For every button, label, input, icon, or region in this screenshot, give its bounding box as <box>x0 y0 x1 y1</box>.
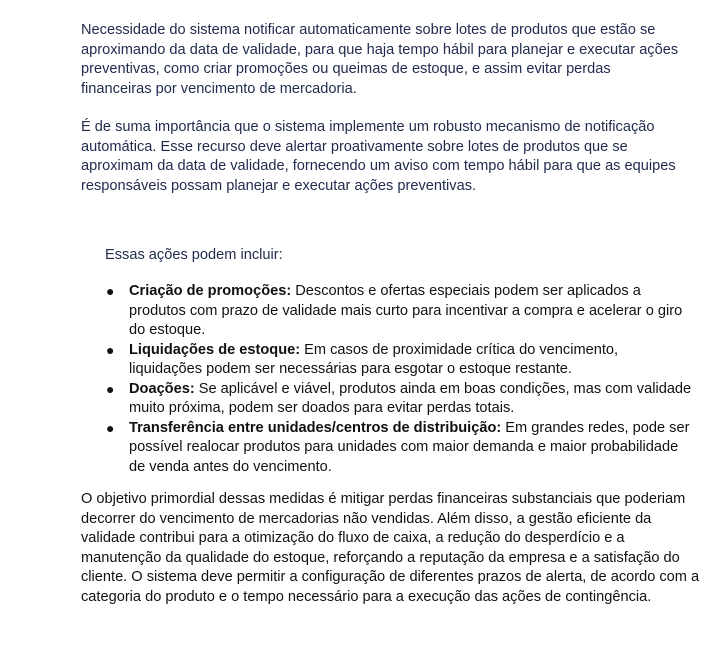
bullet-icon: ● <box>106 380 115 397</box>
list-item-title: Criação de promoções: <box>129 283 292 299</box>
list-item-liquidations <box>105 341 695 380</box>
bullet-icon: ● <box>106 283 115 299</box>
list-item-text: Se aplicável e viável, produtos ainda em boas condições, mas com validade muito próxima, podem ser doados para evitar perdas totais. <box>129 380 692 416</box>
list-item-transfers <box>105 419 695 478</box>
list-item-text: Em grandes redes, pode ser possível realocar produtos para unidades com maior demanda e maior probabilidade de venda antes do vencimento. <box>129 419 690 475</box>
list-item-title: Doações: <box>129 380 195 397</box>
list-item-promotions <box>105 282 695 341</box>
actions-list <box>105 282 695 477</box>
list-item-text: Em casos de proximidade crítica do vencimento, liquidações podem ser necessárias para esgotar o estoque restante. <box>129 341 619 377</box>
paragraph-importance: É de suma importância que o sistema implemente um robusto mecanismo de notificação automática. Esse recurso deve alertar proativamente sobre lotes de produtos que se aproximam da data de validade, fornecendo um aviso com tempo hábil para que as equipes responsáveis possam planejar e executar ações preventivas. <box>81 119 676 194</box>
bullet-icon: ● <box>106 419 115 436</box>
list-intro: Essas ações podem incluir: <box>105 247 283 263</box>
list-item-donations <box>105 380 695 419</box>
list-item-title: Liquidações de estoque: <box>129 341 301 358</box>
bullet-icon: ● <box>106 341 115 358</box>
list-item-title: Transferência entre unidades/centros de distribuição: <box>129 419 502 436</box>
paragraph-requirement: Necessidade do sistema notificar automaticamente sobre lotes de produtos que estão se aproximando da data de validade, para que haja tempo hábil para planejar e executar ações preventivas, como criar promoções ou queimas de estoque, e assim evitar perdas financeiras por vencimento de mercadoria. <box>81 22 679 97</box>
list-item-text: Descontos e ofertas especiais podem ser aplicados a produtos com prazo de validade mais curto para incentivar a compra e acelerar o giro do estoque. <box>129 283 683 338</box>
paragraph-objective: O objetivo primordial dessas medidas é mitigar perdas financeiras substanciais que poderiam decorrer do vencimento de mercadorias não vendidas. Além disso, a gestão eficiente da validade contribui para a otimização do fluxo de caixa, a redução do desperdício e a manutenção da qualidade do estoque, reforçando a reputação da empresa e a satisfação do cliente. O sistema deve permitir a configuração de diferentes prazos de alerta, de acordo com a categoria do produto e o tempo necessário para a execução das ações de contingência. <box>81 491 700 605</box>
